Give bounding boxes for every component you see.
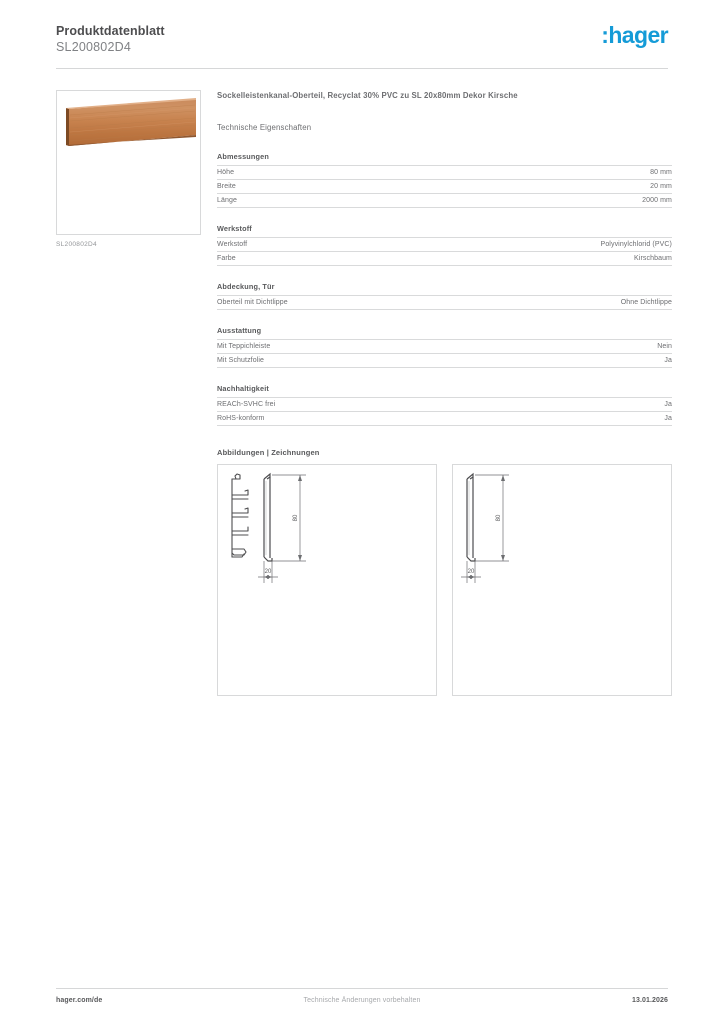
spec-value: 20 mm bbox=[445, 180, 673, 194]
spec-key: REACh-SVHC frei bbox=[217, 398, 445, 412]
technical-drawing-1 bbox=[218, 465, 437, 696]
technical-drawing-2 bbox=[453, 465, 672, 696]
dimension-height-label: 80 bbox=[293, 514, 299, 522]
spec-table bbox=[217, 295, 672, 310]
spec-value: Nein bbox=[445, 340, 673, 354]
spec-value: Kirschbaum bbox=[445, 252, 673, 266]
drawing-profile-cover-only bbox=[452, 464, 672, 696]
spec-group-abdeckung-tuer bbox=[217, 282, 672, 310]
spec-key: Länge bbox=[217, 194, 445, 208]
spec-group-title: Abmessungen bbox=[217, 152, 269, 161]
footer-notice: Technische Änderungen vorbehalten bbox=[303, 997, 421, 1004]
page-title: Produktdatenblatt bbox=[56, 24, 165, 38]
spec-group-abmessungen bbox=[217, 152, 672, 208]
spec-table bbox=[217, 397, 672, 426]
dimension-height-label: 80 bbox=[496, 514, 502, 522]
product-photo bbox=[60, 97, 199, 159]
footer-website[interactable]: hager.com/de bbox=[56, 997, 103, 1004]
product-image-frame bbox=[56, 90, 201, 235]
footer-divider bbox=[56, 988, 668, 989]
spec-table bbox=[217, 339, 672, 368]
spec-key: Mit Teppichleiste bbox=[217, 340, 445, 354]
table-row bbox=[217, 252, 672, 266]
table-row bbox=[217, 412, 672, 426]
spec-value: 2000 mm bbox=[445, 194, 673, 208]
spec-group-title: Abdeckung, Tür bbox=[217, 282, 275, 291]
spec-group-ausstattung bbox=[217, 326, 672, 368]
hager-logo: :hager bbox=[601, 22, 668, 48]
drawing-profile-with-base bbox=[217, 464, 437, 696]
page-header bbox=[56, 22, 668, 55]
spec-key: Werkstoff bbox=[217, 238, 445, 252]
spec-key: Höhe bbox=[217, 166, 445, 180]
footer-date: 13.01.2026 bbox=[631, 997, 668, 1004]
product-image-caption: SL200802D4 bbox=[56, 241, 97, 248]
table-row bbox=[217, 296, 672, 310]
spec-value: Ja bbox=[445, 412, 673, 426]
spec-key: Farbe bbox=[217, 252, 445, 266]
spec-group-werkstoff bbox=[217, 224, 672, 266]
drawings-heading: Abbildungen | Zeichnungen bbox=[217, 448, 320, 457]
page-footer bbox=[56, 997, 668, 1004]
spec-key: Oberteil mit Dichtlippe bbox=[217, 296, 445, 310]
spec-value: Ja bbox=[445, 354, 673, 368]
title-block bbox=[56, 22, 165, 55]
spec-table bbox=[217, 165, 672, 208]
spec-value: Ohne Dichtlippe bbox=[445, 296, 673, 310]
table-row bbox=[217, 238, 672, 252]
main-content bbox=[217, 90, 672, 696]
spec-value: 80 mm bbox=[445, 166, 673, 180]
product-description: Sockelleistenkanal-Oberteil, Recyclat 30% PVC zu SL 20x80mm Dekor Kirsche bbox=[217, 91, 518, 100]
table-row bbox=[217, 180, 672, 194]
table-row bbox=[217, 398, 672, 412]
spec-group-title: Nachhaltigkeit bbox=[217, 384, 269, 393]
spec-key: Breite bbox=[217, 180, 445, 194]
dimension-width-label: 20 bbox=[467, 569, 475, 575]
table-row bbox=[217, 166, 672, 180]
spec-value: Polyvinylchlorid (PVC) bbox=[445, 238, 673, 252]
spec-key: Mit Schutzfolie bbox=[217, 354, 445, 368]
drawings-container bbox=[217, 464, 672, 696]
spec-group-title: Werkstoff bbox=[217, 224, 252, 233]
table-row bbox=[217, 340, 672, 354]
dimension-width-label: 20 bbox=[264, 569, 272, 575]
spec-group-nachhaltigkeit bbox=[217, 384, 672, 426]
technical-properties-heading: Technische Eigenschaften bbox=[217, 123, 312, 132]
table-row bbox=[217, 354, 672, 368]
product-reference: SL200802D4 bbox=[56, 40, 131, 54]
spec-group-title: Ausstattung bbox=[217, 326, 262, 335]
spec-key: RoHS-konform bbox=[217, 412, 445, 426]
spec-table bbox=[217, 237, 672, 266]
header-divider bbox=[56, 68, 668, 69]
spec-value: Ja bbox=[445, 398, 673, 412]
table-row bbox=[217, 194, 672, 208]
